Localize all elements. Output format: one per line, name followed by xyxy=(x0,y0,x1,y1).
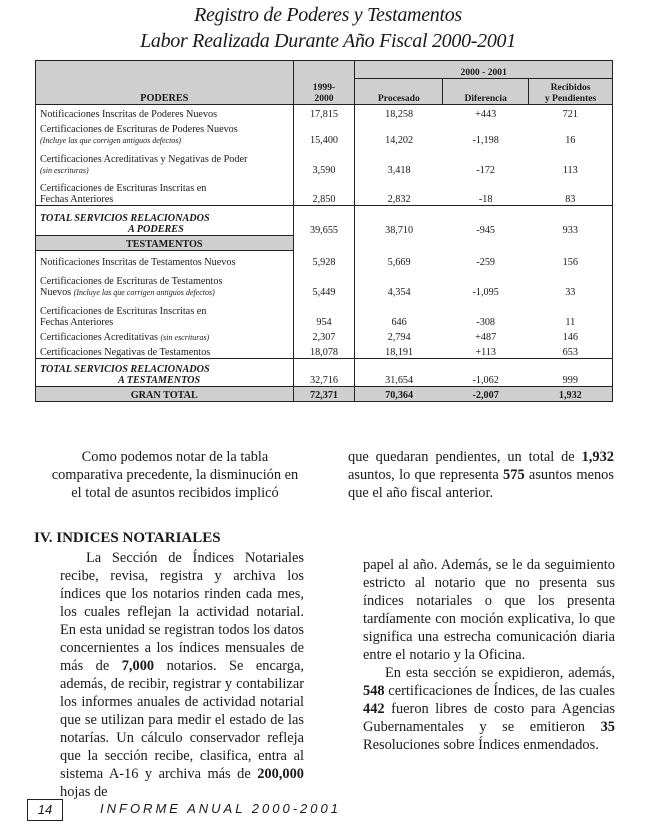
cell-proc: 4,354 xyxy=(387,286,411,298)
row-label: Certificaciones Acreditativas (sin escrituras) xyxy=(36,328,294,343)
gran-total-dif: -2,007 xyxy=(443,387,529,402)
row-label: Certificaciones Negativas de Testamentos xyxy=(36,343,294,359)
page-number: 14 xyxy=(27,799,63,821)
total-poderes-rec: 933 xyxy=(529,206,613,236)
row-label: Certificaciones Acreditativas y Negativas de Poder (sin escrituras) xyxy=(36,146,294,176)
row-label: Certificaciones de Escrituras Inscritas en Fechas Anteriores xyxy=(36,176,294,206)
total-testamentos-label: TOTAL SERVICIOS RELACIONADOS A TESTAMENTOS xyxy=(36,359,294,387)
cell-v1999: 17,815 xyxy=(293,105,355,120)
cell-v1999: 15,400 xyxy=(293,120,355,146)
footer-text: INFORME ANUAL 2000-2001 xyxy=(100,801,341,816)
total-poderes-dif: -945 xyxy=(443,206,529,236)
cell-v1999: 5,928 xyxy=(293,251,355,268)
table-row xyxy=(36,251,613,268)
section-heading-indices: IV. INDICES NOTARIALES xyxy=(34,530,221,546)
cell-dif: -259 xyxy=(476,256,496,268)
cell-rec: 113 xyxy=(562,164,578,176)
cell-proc: 5,669 xyxy=(387,256,411,268)
data-table xyxy=(35,60,613,402)
table-row xyxy=(36,268,613,298)
row-label: Notificaciones Inscritas de Testamentos Nuevos xyxy=(36,251,294,268)
header-period: 2000 - 2001 xyxy=(355,61,613,79)
header-diferencia: Diferencia xyxy=(443,79,529,105)
cell-proc: 18,258 xyxy=(385,108,414,120)
total-testamentos-1999: 32,716 xyxy=(293,359,355,387)
cell-rec: 146 xyxy=(562,331,578,343)
table-row xyxy=(36,343,613,359)
total-poderes-label: TOTAL SERVICIOS RELACIONADOS A PODERES xyxy=(36,206,294,236)
cell-v1999: 18,078 xyxy=(293,343,355,359)
paragraph-pendientes: que quedaran pendientes, un total de 1,932 asuntos, lo que representa 575 asuntos menos que el año fiscal anterior. xyxy=(348,449,614,501)
row-label: Certificaciones de Escrituras de Testamentos Nuevos (Incluye las que corrigen antiguos defectos) xyxy=(36,268,294,298)
cell-rec: 33 xyxy=(565,286,576,298)
title-line-1: Registro de Poderes y Testamentos xyxy=(194,4,462,26)
cell-proc: 2,794 xyxy=(387,331,411,343)
total-poderes-proc: 38,710 xyxy=(355,206,443,236)
cell-v1999: 2,850 xyxy=(293,176,355,206)
table-row xyxy=(36,105,613,120)
cell-proc: 3,418 xyxy=(387,164,411,176)
table-row xyxy=(36,328,613,343)
header-procesado: Procesado xyxy=(355,79,443,105)
cell-rec: 721 xyxy=(562,108,578,120)
gran-total-rec: 1,932 xyxy=(529,387,613,402)
cell-v1999: 5,449 xyxy=(293,268,355,298)
cell-rec: 653 xyxy=(562,347,578,358)
cell-dif: +443 xyxy=(475,108,497,120)
cell-proc: 646 xyxy=(391,316,407,328)
row-label: Certificaciones de Escrituras de Poderes Nuevos (Incluye las que corrigen antiguos defectos) xyxy=(36,120,294,146)
table-row xyxy=(36,120,613,146)
cell-dif: +487 xyxy=(475,331,497,343)
row-label: Certificaciones de Escrituras Inscritas en Fechas Anteriores xyxy=(36,298,294,328)
gran-total-1999: 72,371 xyxy=(293,387,355,402)
section-testamentos: TESTAMENTOS xyxy=(36,236,294,251)
cell-dif: -308 xyxy=(476,316,496,328)
cell-dif: +113 xyxy=(475,347,497,358)
cell-proc: 2,832 xyxy=(387,194,411,205)
header-poderes: PODERES xyxy=(36,61,294,105)
cell-dif: -1,198 xyxy=(472,134,499,146)
cell-rec: 11 xyxy=(565,316,576,328)
header-recibidos: Recibidos y Pendientes xyxy=(529,79,613,105)
total-poderes-1999: 39,655 xyxy=(293,206,355,236)
cell-dif: -18 xyxy=(478,194,493,205)
paragraph-indices-cont: papel al año. Además, se le da seguimiento estricto al notario que no presenta sus índices notariales o que los presenta tardíamente con moción explicativa, lo que significa una estrecha comunicación diaria entre el notario y la Oficina. En esta sección se expidieron, además, 548 certificaciones de Índices, de las cuales 442 fueron libres de costo para Agencias Gubernamentales y se emitieron 35 Resoluciones sobre Índices enmendados. xyxy=(363,557,615,753)
cell-rec: 83 xyxy=(565,194,576,205)
cell-v1999: 3,590 xyxy=(293,146,355,176)
total-testamentos-dif: -1,062 xyxy=(443,359,529,387)
cell-v1999: 954 xyxy=(293,298,355,328)
header-1999: 1999- 2000 xyxy=(293,61,355,105)
cell-proc: 18,191 xyxy=(385,347,414,358)
paragraph-comparativa: Como podemos notar de la tabla comparativa precedente, la disminución en el total de asuntos recibidos implicó xyxy=(51,449,299,501)
cell-v1999: 2,307 xyxy=(293,328,355,343)
total-testamentos-proc: 31,654 xyxy=(355,359,443,387)
paragraph-indices: La Sección de Índices Notariales recibe, revisa, registra y archiva los índices que los notarios rinden cada mes, los cuales reflejan la actividad notarial. En esta unidad se registran todos los datos concernientes a los índices mensuales de más de 7,000 notarios. Se encarga, además, de recibir, registrar y contabilizar los informes anuales de actividad notarial que se utilizan para medir el estado de las notarías. Un cálculo conservador refleja que la sección recibe, clasifica, entra al sistema A-16 y archiva más de 200,000 hojas de xyxy=(60,550,304,800)
table-row xyxy=(36,176,613,206)
gran-total-label: GRAN TOTAL xyxy=(36,387,294,402)
table-row xyxy=(36,146,613,176)
row-label: Notificaciones Inscritas de Poderes Nuevos xyxy=(36,105,294,120)
table-row xyxy=(36,298,613,328)
cell-rec: 16 xyxy=(565,134,576,146)
cell-proc: 14,202 xyxy=(385,134,414,146)
title-line-2: Labor Realizada Durante Año Fiscal 2000-2001 xyxy=(140,30,516,52)
total-testamentos-rec: 999 xyxy=(529,359,613,387)
cell-dif: -1,095 xyxy=(472,286,499,298)
gran-total-proc: 70,364 xyxy=(355,387,443,402)
cell-dif: -172 xyxy=(476,164,496,176)
cell-rec: 156 xyxy=(562,256,578,268)
